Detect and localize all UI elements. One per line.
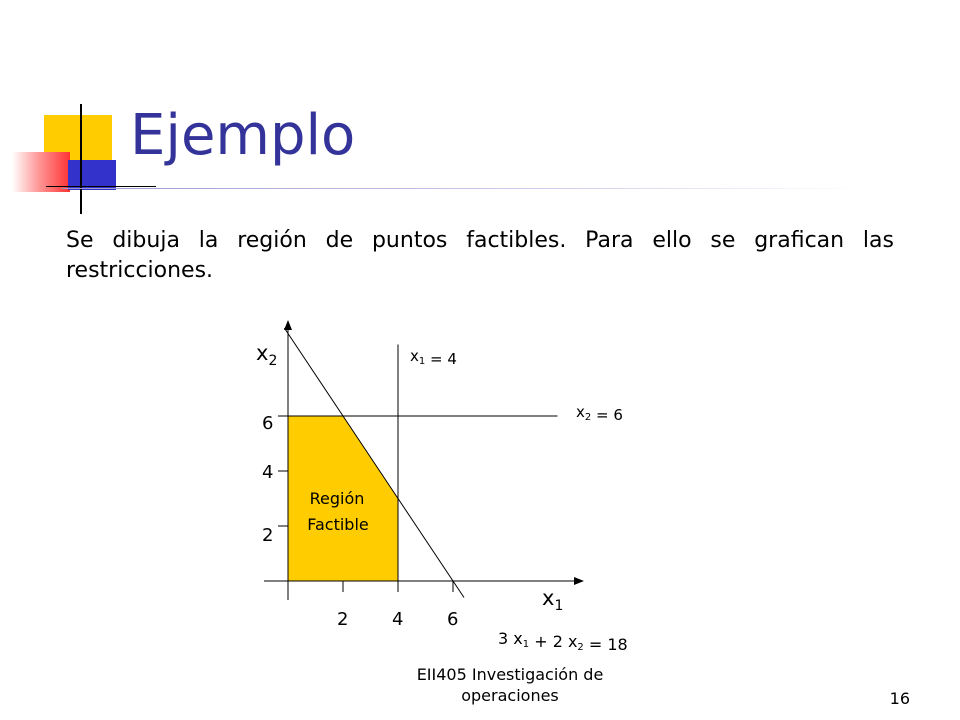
- y-tick-label: 6: [262, 413, 274, 434]
- constraint-label-x1-eq-4: $x_1 = 4$: [410, 347, 457, 368]
- constraint-label-3x1-2x2-eq-18: 3 x1 + 2 x2 = 18: [498, 629, 628, 654]
- y-tick-label: 2: [262, 525, 274, 546]
- footer-line-1: EII405 Investigación de: [416, 665, 604, 684]
- slide-title: Ejemplo: [130, 103, 356, 168]
- x-tick-label: 6: [447, 609, 459, 630]
- constraint-label-x2-eq-6: $x_2 = 6$: [576, 403, 623, 424]
- page-number: 16: [889, 689, 910, 708]
- region-label-line1: Región: [309, 489, 365, 508]
- y-axis-label: $x_2$: [256, 341, 278, 369]
- x-axis-label: $x_1$: [542, 586, 564, 614]
- footer-line-2: operaciones: [461, 686, 559, 705]
- x-tick-label: 4: [392, 609, 404, 630]
- region-label-line2: Factible: [307, 515, 369, 534]
- footer-course-name: [390, 664, 630, 706]
- x-tick-label: 2: [337, 609, 349, 630]
- y-tick-label: 4: [262, 462, 274, 483]
- slide-body-text: Se dibuja la región de puntos factibles. Para ello se grafican las restricciones.: [66, 228, 894, 283]
- x-axis-arrowhead: [574, 577, 584, 585]
